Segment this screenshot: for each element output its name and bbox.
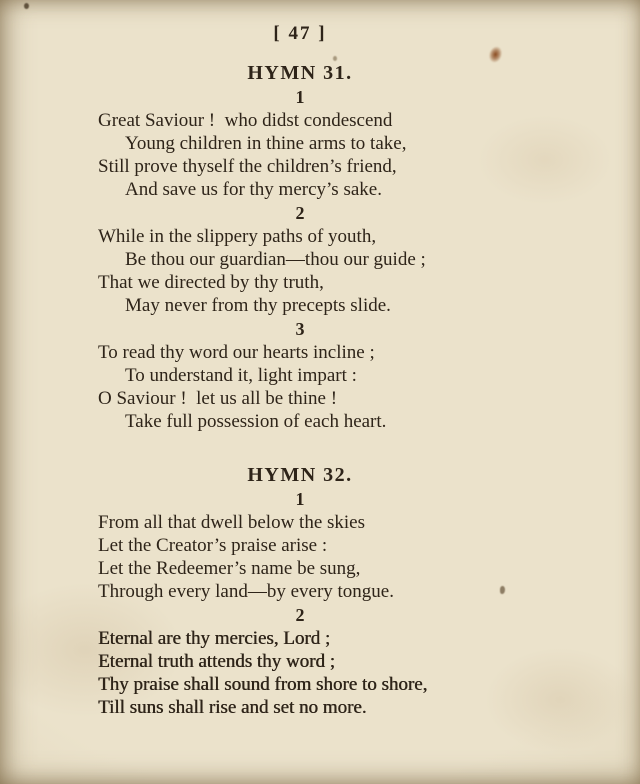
verse [98,627,502,719]
verse-line: Eternal truth attends thy word ; [98,651,335,672]
page-content [98,22,502,719]
verse-line: That we directed by thy truth, [98,272,324,293]
verse-line: Till suns shall rise and set no more. [98,697,367,718]
hymn-title: HYMN 31. [247,62,353,84]
hymn-2 [98,463,502,719]
page-number: [ 47 ] [273,23,327,44]
verse-line: May never from thy precepts slide. [125,295,391,316]
verse-number: 3 [295,319,305,339]
hymn-title: HYMN 32. [247,464,353,486]
verse-number: 2 [295,605,305,625]
verse-line: To read thy word our hearts incline ; [98,342,375,363]
verse-number: 1 [295,87,305,107]
verse-line: And save us for thy mercy’s sake. [125,179,382,200]
verse-number: 2 [295,203,305,223]
hymn-1 [98,61,502,433]
verse [98,341,502,433]
verse-line: Take full possession of each heart. [125,411,387,432]
verse-line: While in the slippery paths of youth, [98,226,377,247]
verse-line: Be thou our guardian—thou our guide ; [125,249,426,270]
verse [98,109,502,201]
verse-line: From all that dwell below the skies [98,512,366,533]
verse-number: 1 [295,489,305,509]
verse-line: Great Saviour ! who didst condescend [98,110,393,131]
verse-line: Through every land—by every tongue. [98,581,394,602]
verse-line: Let the Creator’s praise arise : [98,535,328,556]
verse-line: O Saviour ! let us all be thine ! [98,388,338,409]
paper-speck [24,3,29,9]
verse-line: Let the Redeemer’s name be sung, [98,558,361,579]
verse-line: To understand it, light impart : [125,365,357,386]
verse [98,225,502,317]
verse-line: Still prove thyself the children’s friend, [98,156,397,177]
hymn-list [98,61,502,719]
verse-line: Young children in thine arms to take, [125,133,407,154]
verse-line: Thy praise shall sound from shore to shore, [98,674,428,695]
verse-line: Eternal are thy mercies, Lord ; [98,628,331,649]
verse [98,511,502,603]
